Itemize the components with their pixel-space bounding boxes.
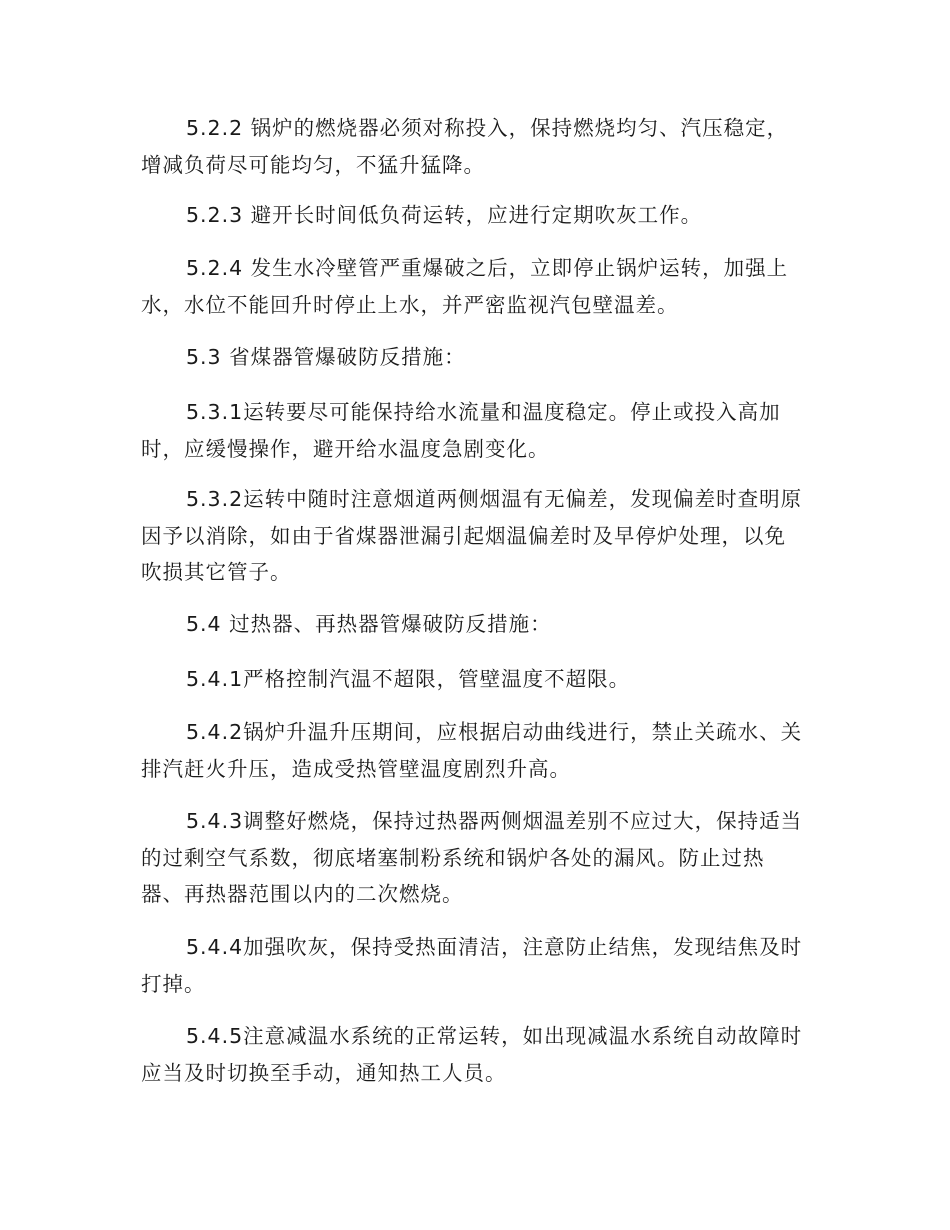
paragraph-5-4-1 [141, 661, 813, 698]
section-heading-5-3 [141, 339, 813, 376]
paragraph-5-2-4 [141, 250, 813, 323]
text-line: 应当及时切换至手动，通知热工人员。 [141, 1060, 507, 1085]
paragraph-5-4-2 [141, 714, 813, 787]
paragraph-5-2-3 [141, 197, 813, 234]
text-line: 5.2.4 发生水冷壁管严重爆破之后，立即停止锅炉运转，加强上 [186, 256, 789, 280]
text-line: 5.3 省煤器管爆破防反措施： [186, 345, 466, 369]
text-line: 打掉。 [141, 971, 206, 996]
text-line: 5.3.1运转要尽可能保持给水流量和温度稳定。停止或投入高加 [186, 400, 781, 424]
paragraph-5-3-2 [141, 481, 813, 591]
text-line: 5.4.3调整好燃烧，保持过热器两侧烟温差别不应过大，保持适当 [186, 809, 803, 833]
text-line: 的过剩空气系数，彻底堵塞制粉系统和锅炉各处的漏风。防止过热 [141, 845, 765, 870]
paragraph-5-2-2 [141, 110, 813, 183]
text-line: 5.4.2锅炉升温升压期间，应根据启动曲线进行，禁止关疏水、关 [186, 720, 803, 744]
text-line: 5.4.1严格控制汽温不超限，管壁温度不超限。 [186, 667, 631, 691]
text-line: 吹损其它管子。 [141, 560, 292, 584]
text-line: 排汽赶火升压，造成受热管壁温度剧烈升高。 [141, 756, 571, 781]
text-line: 5.4.4加强吹灰，保持受热面清洁，注意防止结焦，发现结焦及时 [186, 935, 803, 959]
paragraph-5-4-5 [141, 1018, 813, 1091]
text-line: 5.3.2运转中随时注意烟道两侧烟温有无偏差，发现偏差时查明原 [186, 487, 803, 511]
text-line: 器、再热器范围以内的二次燃烧。 [141, 882, 464, 906]
text-line: 5.4.5注意减温水系统的正常运转，如出现减温水系统自动故障时 [186, 1024, 803, 1048]
text-line: 水，水位不能回升时停止上水，并严密监视汽包壁温差。 [141, 292, 679, 317]
paragraph-5-4-3 [141, 803, 813, 913]
text-line: 5.4 过热器、再热器管爆破防反措施： [186, 612, 552, 636]
text-line: 时，应缓慢操作，避开给水温度急剧变化。 [141, 436, 550, 461]
text-line: 因予以消除，如由于省煤器泄漏引起烟温偏差时及早停炉处理，以免 [141, 523, 786, 548]
paragraph-5-4-4 [141, 929, 813, 1002]
paragraph-5-3-1 [141, 394, 813, 467]
text-line: 增减负荷尽可能均匀，不猛升猛降。 [141, 152, 485, 177]
text-line: 5.2.3 避开长时间低负荷运转，应进行定期吹灰工作。 [186, 203, 703, 227]
text-line: 5.2.2 锅炉的燃烧器必须对称投入，保持燃烧均匀、汽压稳定， [186, 116, 789, 140]
section-heading-5-4 [141, 606, 813, 643]
